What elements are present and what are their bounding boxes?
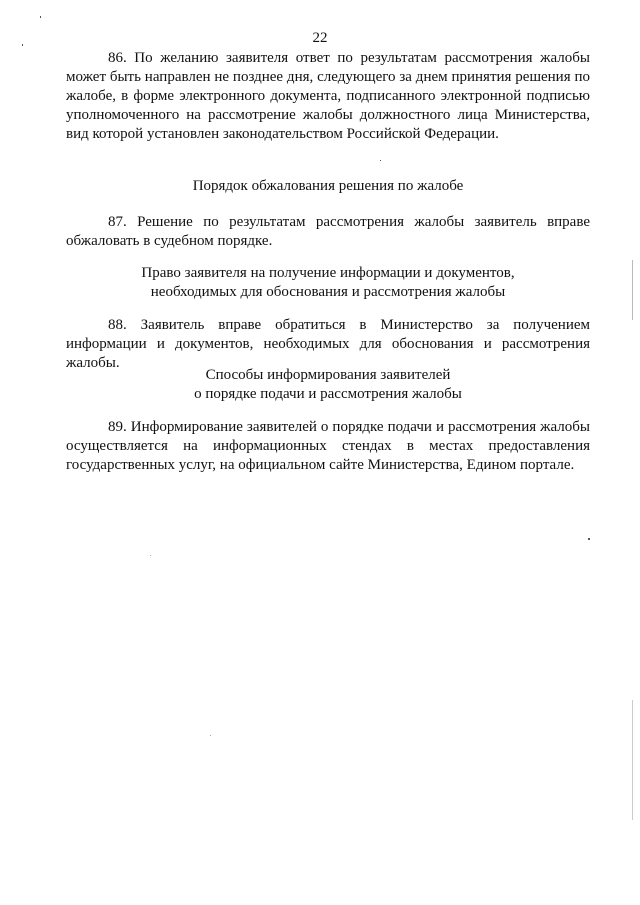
scan-speck xyxy=(40,16,41,18)
scan-edge-line xyxy=(632,260,633,320)
page-number: 22 xyxy=(312,30,328,46)
heading-methods-line-1: Способы информирования заявителей xyxy=(205,367,451,383)
heading-right-line-1: Право заявителя на получение информации и документов, xyxy=(141,265,515,281)
paragraph-89: 89. Информирование заявителей о порядке подачи и рассмотрения жалобы осуществляется на информационных стендах в местах предоставления государственных услуг, на официальном сайте Министерства, Едином портале. xyxy=(66,419,590,473)
scan-speck xyxy=(150,555,151,556)
heading-right-to-information xyxy=(66,264,590,302)
scan-speck xyxy=(380,160,381,161)
heading-methods-line-2: о порядке подачи и рассмотрения жалобы xyxy=(194,386,462,402)
paragraph-86: 86. По желанию заявителя ответ по результатам рассмотрения жалобы может быть направлен не позднее дня, следующего за днем принятия решения по жалобе, в форме электронного документа, подписанного электронной подписью уполномоченного на рассмотрение жалобы должностного лица Министерства, вид которой установлен законодательством Российской Федерации. xyxy=(66,50,590,142)
heading-appeal-procedure: Порядок обжалования решения по жалобе xyxy=(192,178,464,194)
scan-speck xyxy=(22,44,23,46)
scan-edge-line xyxy=(632,700,633,820)
scan-speck xyxy=(210,735,211,736)
paragraph-88: 88. Заявитель вправе обратиться в Министерство за получением информации и документов, необходимых для обоснования и рассмотрения жалобы. xyxy=(66,317,590,371)
scan-speck xyxy=(588,538,590,540)
heading-right-line-2: необходимых для обоснования и рассмотрения жалобы xyxy=(150,284,506,300)
paragraph-87: 87. Решение по результатам рассмотрения жалобы заявитель вправе обжаловать в судебном порядке. xyxy=(66,214,590,249)
heading-informing-methods xyxy=(66,366,590,404)
